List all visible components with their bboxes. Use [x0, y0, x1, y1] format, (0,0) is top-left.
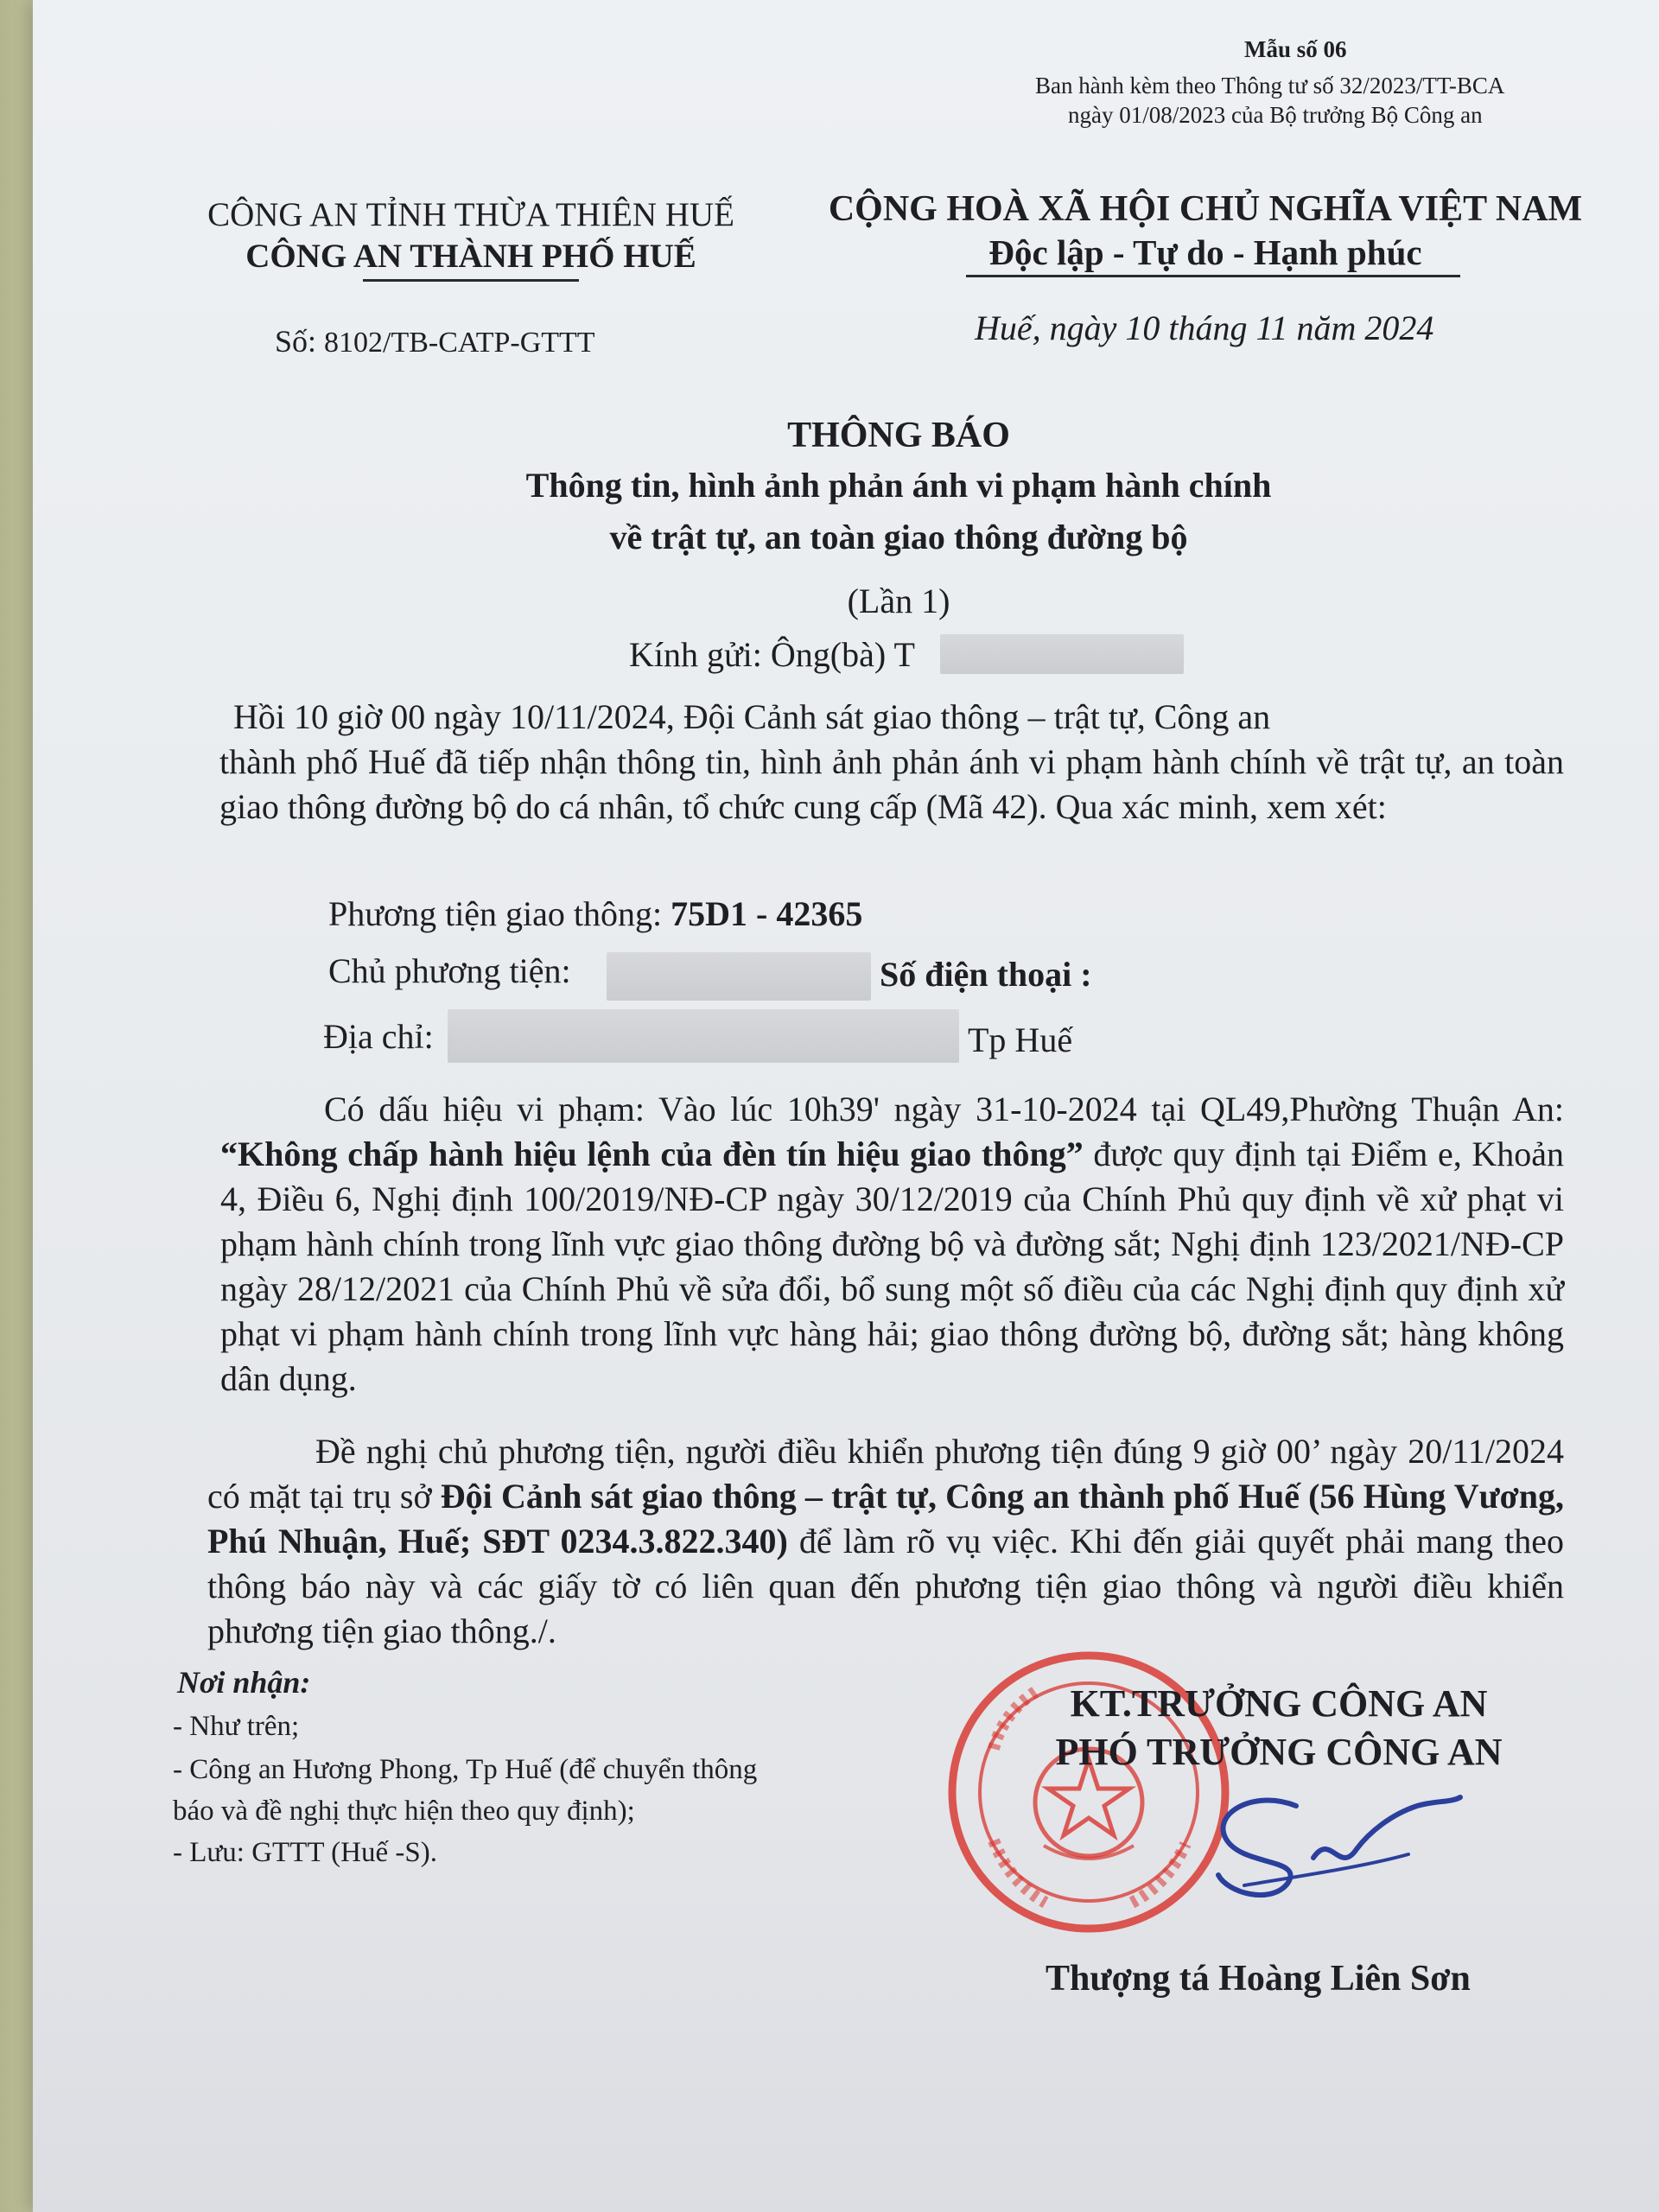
vehicle-line [328, 893, 862, 934]
recipient-name-redaction [940, 634, 1184, 674]
document-number [275, 323, 595, 359]
handwritten-signature [1192, 1780, 1469, 1910]
violation-text-end: được quy định tại Điểm e, Khoản 4, Điều 6, Nghị định 100/2019/NĐ-CP ngày 30/12/2019 của Chính Phủ quy định về xử phạt vi phạm hành chính trong lĩnh vực giao thông đường bộ và đường sắt; Nghị định 123/2021/NĐ-CP ngày 28/12/2021 của Chính Phủ về sửa đổi, bổ sung một số điều của các Nghị định quy định xử phạt vi phạm hành chính trong lĩnh vực hàng hải; giao thông đường bộ, đường sắt; hàng không dân dụng. [220, 1135, 1564, 1398]
recipient-item: - Công an Hương Phong, Tp Huế (để chuyển thông [173, 1754, 758, 1785]
vehicle-label: Phương tiện giao thông: [328, 894, 663, 933]
address-city: Tp Huế [968, 1020, 1073, 1059]
place-and-date: Huế, ngày 10 tháng 11 năm 2024 [975, 308, 1434, 347]
notice-count: (Lần 1) [847, 582, 950, 620]
vehicle-plate: 75D1 - 42365 [671, 894, 863, 933]
greeting-line [629, 634, 915, 675]
issuing-organization: CÔNG AN THÀNH PHỐ HUẾ [245, 238, 696, 275]
owner-label: Chủ phương tiện: [328, 951, 571, 990]
signer-name: Thượng tá Hoàng Liên Sơn [1046, 1959, 1471, 1999]
national-motto: Độc lập - Tự do - Hạnh phúc [988, 232, 1422, 272]
address-label: Địa chỉ: [323, 1017, 434, 1056]
intro-paragraph [219, 695, 1564, 830]
document-subtitle-line1: Thông tin, hình ảnh phản ánh vi phạm hành chính [525, 466, 1272, 505]
greeting-label: Kính gửi: Ông(bà) [629, 635, 887, 674]
motto-underline [966, 275, 1460, 277]
intro-first-line: Hồi 10 giờ 00 ngày 10/11/2024, Đội Cảnh sát giao thông – trật tự, Công an [233, 697, 1271, 736]
address-redaction [448, 1009, 959, 1063]
recipient-item: - Lưu: GTTT (Huế -S). [173, 1837, 437, 1868]
document-title: THÔNG BÁO [787, 416, 1010, 455]
greeting-visible-tail: T [893, 635, 915, 674]
request-text-start: Đề nghị chủ phương tiện, người điều khiển phương tiện đúng 9 giờ 00’ ngày 20/11/2024 có mặt tại trụ sở [207, 1432, 1564, 1516]
violation-paragraph [220, 1087, 1564, 1402]
organization-underline [363, 279, 579, 282]
document-subtitle-line2: về trật tự, an toàn giao thông đường bộ [609, 518, 1188, 556]
form-number: Mẫu số 06 [1244, 36, 1347, 62]
violation-quote: “Không chấp hành hiệu lệnh của đèn tín hiệu giao thông” [220, 1135, 1084, 1173]
signature-title-line1: KT.TRƯỞNG CÔNG AN [1070, 1682, 1488, 1725]
recipients-heading: Nơi nhận: [177, 1665, 311, 1700]
owner-name-redaction [607, 952, 871, 1001]
intro-rest: thành phố Huế đã tiếp nhận thông tin, hình ảnh phản ánh vi phạm hành chính về trật tự, an toàn giao thông đường bộ do cá nhân, tổ chức cung cấp (Mã 42). Qua xác minh, xem xét: [219, 742, 1564, 826]
signature-title-line2: PHÓ TRƯỞNG CÔNG AN [1055, 1731, 1503, 1773]
form-issuance-date: ngày 01/08/2023 của Bộ trưởng Bộ Công an [1068, 102, 1483, 128]
request-text-end: để làm rõ vụ việc. Khi đến giải quyết phải mang theo thông báo này và các giấy tờ có liên quan đến phương tiện giao thông và người điều khiển phương tiện giao thông./. [207, 1522, 1564, 1650]
form-issuance-line: Ban hành kèm theo Thông tư số 32/2023/TT-BCA [1035, 73, 1505, 99]
request-paragraph [207, 1429, 1564, 1654]
document-number-label: Số: [275, 324, 317, 359]
violation-text-start: Có dấu hiệu vi phạm: Vào lúc 10h39' ngày 31-10-2024 tại QL49,Phường Thuận An: [324, 1090, 1564, 1128]
recipient-item: báo và đề nghị thực hiện theo quy định); [173, 1796, 635, 1827]
national-title: CỘNG HOÀ XÃ HỘI CHỦ NGHĨA VIỆT NAM [828, 189, 1583, 229]
recipient-item: - Như trên; [173, 1711, 300, 1742]
document-number-value: 8102/TB-CATP-GTTT [324, 327, 595, 359]
request-office-details: Đội Cảnh sát giao thông – trật tự, Công an thành phố Huế (56 Hùng Vương, Phú Nhuận, Huế; SĐT 0234.3.822.340) [207, 1477, 1564, 1560]
parent-organization: CÔNG AN TỈNH THỪA THIÊN HUẾ [207, 196, 734, 233]
phone-label: Số điện thoại : [880, 955, 1092, 994]
